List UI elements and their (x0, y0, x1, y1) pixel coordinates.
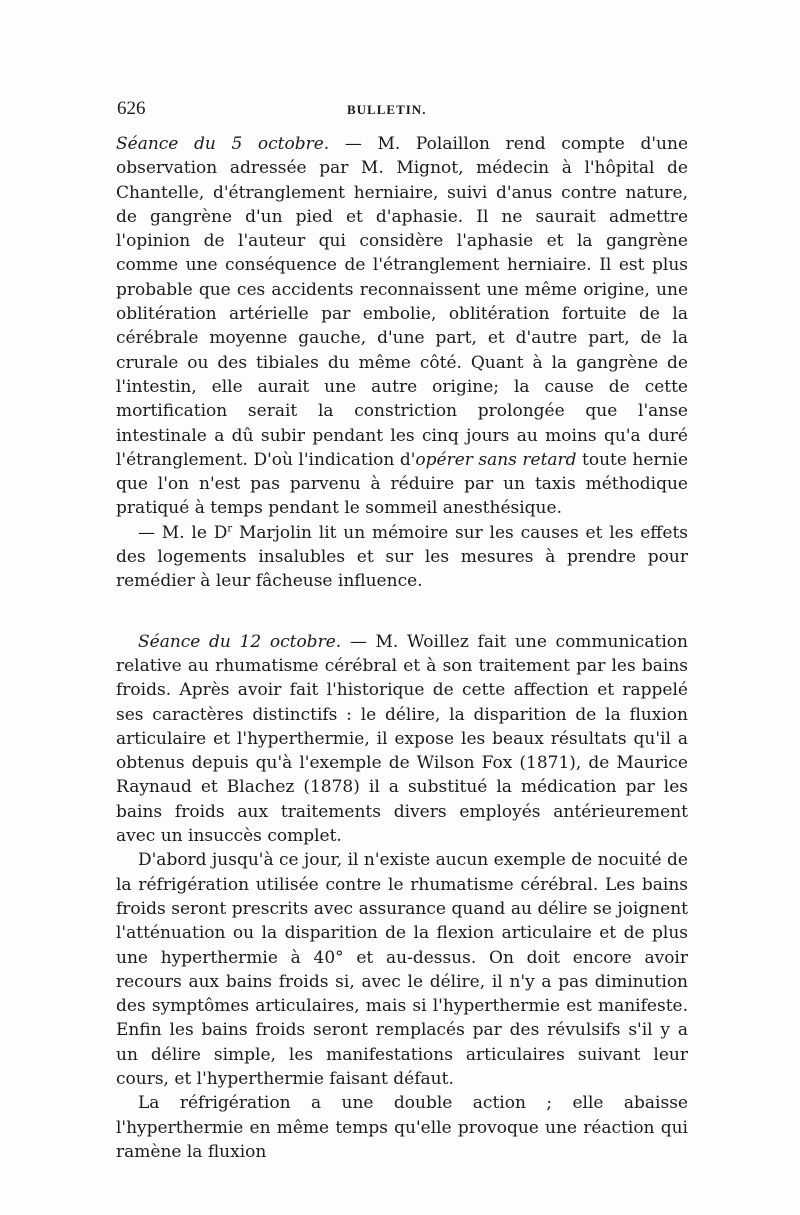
paragraph-seance-5-octobre (116, 132, 688, 521)
section-gap (116, 594, 688, 630)
paragraph-text: D'abord jusqu'à ce jour, il n'existe aucun exemple de nocuité de la réfrigération utilisée contre le rhumatisme cérébral. Les bains froids seront prescrits avec assurance quand au délire se joignent l'atténuation ou la disparition de la flexion articulaire et de plus une hyperthermie à 40° et au-dessus. On doit encore avoir recours aux bains froids si, avec le délire, il n'y a pas diminution des symptômes articulaires, mais si l'hyperthermie est manifeste. Enfin les bains froids seront remplacés par des révulsifs s'il y a un délire simple, les manifestations articulaires suivant leur cours, et l'hyperthermie faisant défaut. (116, 850, 688, 1089)
body-text (116, 132, 688, 1164)
paragraph-text: — M. Polaillon rend compte d'une observation adressée par M. Mignot, médecin à l'hôpital de Chantelle, d'étranglement herniaire, suivi d'anus contre nature, de gangrène d'un pied et d'aphasie. Il ne saurait admettre l'opinion de l'auteur qui considère l'aphasie et la gangrène comme une conséquence de l'étranglement herniaire. Il est plus probable que ces accidents reconnaissent une même origine, une oblitération artérielle par embolie, oblitération fortuite de la cérébrale moyenne gauche, d'une part, et d'autre part, de la crurale ou des tibiales du même côté. Quant à la gangrène de l'intestin, elle aurait une autre origine; la cause de cette mortification serait la constriction prolongée que l'anse intestinale a dû subir pendant les cinq jours au moins qu'a duré l'étranglement. D'où l'indication d' (116, 134, 689, 470)
paragraph-refrigeration-indications (116, 848, 688, 1091)
page-header (117, 98, 687, 128)
paragraph-seance-12-octobre (116, 630, 688, 849)
session-date-heading: Séance du 12 octobre. (138, 631, 342, 652)
paragraph-marjolin (116, 521, 688, 594)
running-head: BULLETIN. (347, 102, 427, 117)
paragraph-text: La réfrigération a une double action ; elle abaisse l'hyperthermie en même temps qu'elle provoque une réaction qui ramène la fluxion (116, 1093, 688, 1162)
session-date-heading: Séance du 5 octobre. (116, 134, 330, 154)
paragraph-text-pre: — M. le D (138, 522, 228, 543)
paragraph-text: Marjolin lit un mémoire sur les causes et les effets des logements insalubles et sur les mesures à prendre pour remédier à leur fâcheuse influence. (116, 522, 688, 592)
page-number: 626 (117, 98, 146, 119)
emphasis-text: opérer sans retard (415, 449, 577, 470)
superscript: r (227, 523, 233, 535)
paragraph-refrigeration-action (116, 1091, 688, 1164)
paragraph-text-end: toute hernie que l'on n'est pas parvenu à réduire par un taxis méthodique pratiqué à temps pendant le sommeil anesthésique. (116, 449, 689, 519)
paragraph-text: — M. Woillez fait une communication relative au rhumatisme cérébral et à son traitement par les bains froids. Après avoir fait l'historique de cette affection et rappelé ses caractères distinctifs : le délire, la disparition de la fluxion articulaire et l'hyperthermie, il expose les beaux résultats qu'il a obtenus depuis qu'à l'exemple de Wilson Fox (1871), de Maurice Raynaud et Blachez (1878) il a substitué la médication par les bains froids aux traitements divers employés antérieurement avec un insuccès complet. (116, 631, 688, 847)
